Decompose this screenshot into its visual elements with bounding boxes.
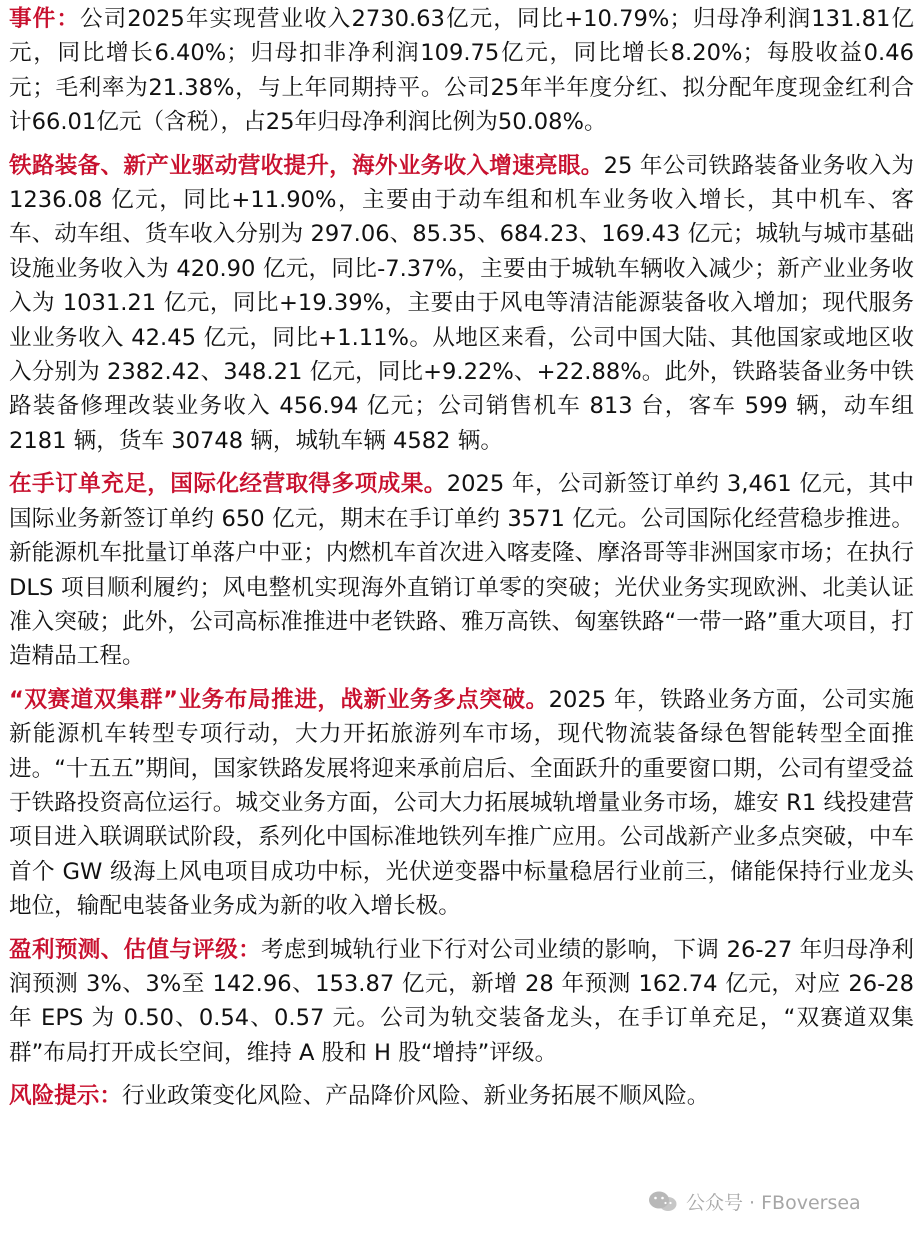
heading-revenue: 铁路装备、新产业驱动营收提升，海外业务收入增速亮眼。: [9, 152, 604, 179]
report-body: [9, 2, 914, 1123]
heading-orders: 在手订单充足，国际化经营取得多项成果。: [9, 471, 447, 498]
heading-event: 事件：: [9, 6, 80, 32]
paragraph-forecast: [9, 933, 914, 1071]
body-revenue: 25 年公司铁路装备业务收入为 1236.08 亿元，同比+11.90%，主要由于动车组和机车业务收入增长，其中机车、客车、动车组、货车收入分别为 297.06、85.35、684.23、169.43 亿元；城轨与城市基础设施业务收入为 420.90 亿元，同比-7.37%，主要由于城轨车辆收入减少；新产业业务收入为 1031.21 亿元，同比+19.39%，主要由于风电等清洁能源装备收入增加；现代服务业业务收入 42.45 亿元，同比+1.11%。从地区来看，公司中国大陆、其他国家或地区收入分别为 2382.42、348.21 亿元，同比+9.22%、+22.88%。此外，铁路装备业务中铁路装备修理改装业务收入 456.94 亿元；公司销售机车 813 台，客车 599 辆，动车组 2181 辆，货车 30748 辆，城轨车辆 4582 辆。: [9, 152, 914, 454]
body-forecast: 考虑到城轨行业下行对公司业绩的影响，下调 26-27 年归母净利润预测 3%、3%至 142.96、153.87 亿元，新增 28 年预测 162.74 亿元，对应 26-28 年 EPS 为 0.50、0.54、0.57 元。公司为轨交装备龙头，在手订单充足，“双赛道双集群”布局打开成长空间，维持 A 股和 H 股“增持”评级。: [9, 936, 915, 1066]
paragraph-risk: [9, 1079, 914, 1113]
body-business-layout: 2025 年，铁路业务方面，公司实施新能源机车转型专项行动，大力开拓旅游列车市场，现代物流装备绿色智能转型全面推进。“十五五”期间，国家铁路发展将迎来承前启后、全面跃升的重要窗口期，公司有望受益于铁路投资高位运行。城交业务方面，公司大力拓展城轨增量业务市场，雄安 R1 线投建营项目进入联调联试阶段，系列化中国标准地铁列车推广应用。公司战新产业多点突破，中车首个 GW 级海上风电项目成功中标，光伏逆变器中标量稳居行业前三，储能保持行业龙头地位，输配电装备业务成为新的收入增长极。: [9, 686, 914, 920]
heading-forecast: 盈利预测、估值与评级：: [9, 936, 261, 963]
paragraph-event: [9, 2, 914, 140]
watermark: [648, 1188, 861, 1215]
watermark-label: 公众号 · FBoversea: [686, 1192, 861, 1214]
heading-risk: 风险提示：: [9, 1083, 122, 1110]
body-event: 公司2025年实现营业收入2730.63亿元，同比+10.79%；归母净利润131.81亿元，同比增长6.40%；归母扣非净利润109.75亿元，同比增长8.20%；每股收益0.46元；毛利率为21.38%，与上年同期持平。公司25年半年度分红、拟分配年度现金红利合计66.01亿元（含税），占25年归母净利润比例为50.08%。: [9, 6, 914, 136]
paragraph-revenue: [9, 149, 914, 459]
paragraph-orders: [9, 467, 914, 673]
paragraph-business-layout: [9, 683, 914, 924]
wechat-icon: [648, 1190, 678, 1214]
body-orders: 2025 年，公司新签订单约 3,461 亿元，其中国际业务新签订单约 650 亿元，期末在手订单约 3571 亿元。公司国际化经营稳步推进。新能源机车批量订单落户中亚；内燃机车首次进入喀麦隆、摩洛哥等非洲国家市场；在执行 DLS 项目顺利履约；风电整机实现海外直销订单零的突破；光伏业务实现欧洲、北美认证准入突破；此外，公司高标准推进中老铁路、雅万高铁、匈塞铁路“一带一路”重大项目，打造精品工程。: [9, 471, 914, 670]
heading-business-layout: “双赛道双集群”业务布局推进，战新业务多点突破。: [9, 686, 549, 713]
body-risk: 行业政策变化风险、产品降价风险、新业务拓展不顺风险。: [121, 1083, 710, 1110]
